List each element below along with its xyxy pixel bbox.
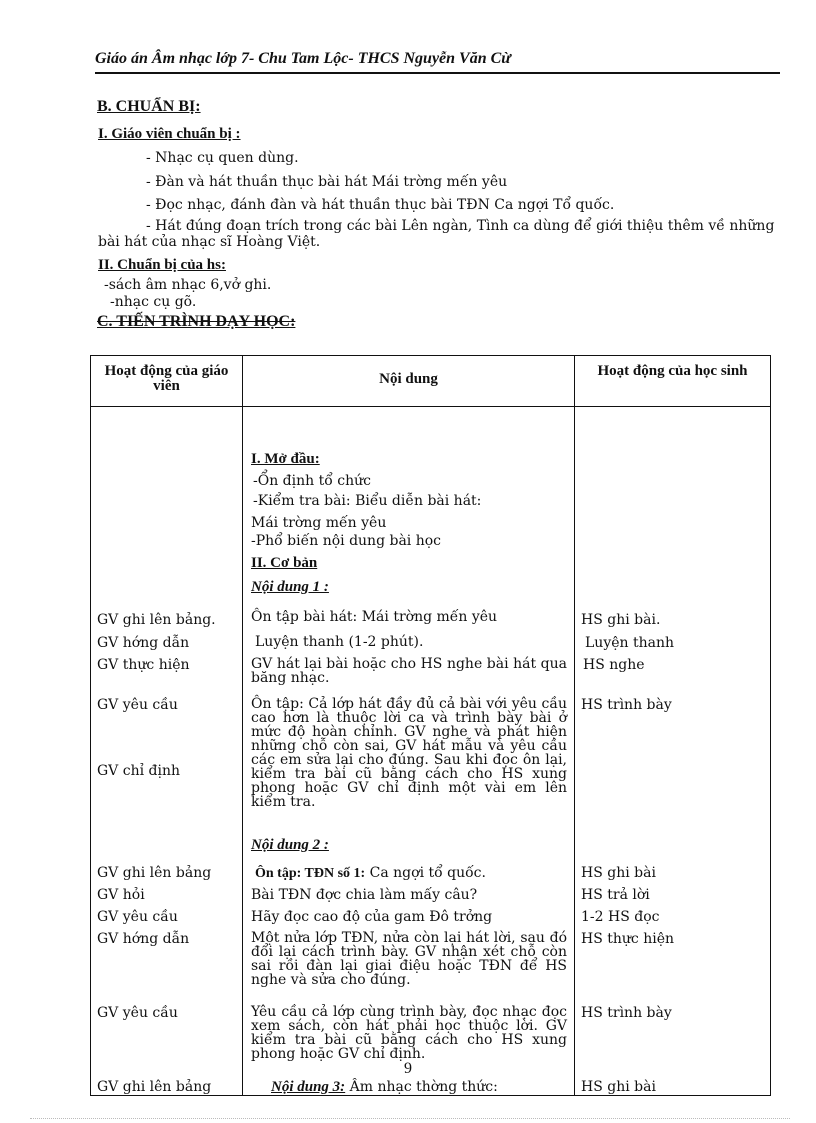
teacher-item: - Đọc nhạc, đánh đàn và hát thuần thục bài TĐN Ca ngợi Tổ quốc.: [146, 197, 615, 213]
gv-cell: GV ghi lên bảng.: [97, 612, 216, 628]
hs-cell: Luyện thanh: [585, 635, 674, 651]
hs-cell: HS ghi bài: [581, 865, 656, 881]
hs-cell: HS nghe: [583, 657, 645, 673]
mo-dau-heading: I. Mở đầu:: [251, 451, 320, 467]
lesson-table: [90, 355, 771, 1096]
content-column: [243, 407, 575, 1096]
teacher-item: - Nhạc cụ quen dùng.: [146, 150, 299, 166]
page-number: 9: [404, 1060, 412, 1077]
gv-cell: GV ghi lên bảng: [97, 1079, 212, 1095]
content-line: Ôn tập: TĐN số 1: Ca ngợi tổ quốc.: [255, 865, 486, 881]
gv-cell: GV thực hiện: [97, 657, 190, 673]
page-header: Giáo án Âm nhạc lớp 7- Chu Tam Lộc- THCS Nguyễn Văn Cừ: [95, 50, 511, 67]
hs-cell: HS ghi bài.: [581, 612, 661, 628]
header-teacher: Hoạt động của giáo viên: [91, 356, 243, 407]
table-body-row: [91, 407, 771, 1096]
section-b-title: B. CHUẨN BỊ:: [97, 98, 201, 115]
content-paragraph: Yêu cầu cả lớp cùng trình bày, đọc nhạc đọc xem sách, còn hát phải học thuộc lời. GV kiểm tra bài cũ bằng cách cho HS xung phong hoặc GV chỉ định.: [251, 1004, 567, 1062]
content-line: Luyện thanh (1-2 phút).: [255, 634, 424, 650]
gv-cell: GV yêu cầu: [97, 697, 178, 713]
hs-cell: HS trình bày: [581, 1005, 672, 1021]
student-item: -sách âm nhạc 6,vở ghi.: [104, 277, 272, 293]
teacher-item: - Đàn và hát thuần thục bài hát Mái trờng mến yêu: [146, 174, 508, 190]
content-line: -Kiểm tra bài: Biểu diễn bài hát:: [253, 493, 482, 509]
teacher-item: - Hát đúng đoạn trích trong các bài Lên ngàn, Tình ca dùng để giới thiệu thêm về những bài hát của nhạc sĩ Hoàng Việt.: [98, 218, 775, 250]
content-line: Bài TĐN đợc chia làm mấy câu?: [251, 887, 478, 903]
noi-dung-2-heading: Nội dung 2 :: [251, 837, 329, 853]
gv-cell: GV hớng dẫn: [97, 931, 190, 947]
gv-cell: GV yêu cầu: [97, 1005, 178, 1021]
header-content: Nội dung: [243, 356, 575, 407]
gv-cell: GV yêu cầu: [97, 909, 178, 925]
content-line: -Ổn định tổ chức: [253, 473, 371, 489]
noi-dung-1-heading: Nội dung 1 :: [251, 579, 329, 595]
hs-cell: HS trả lời: [581, 887, 650, 903]
content-line: Mái trờng mến yêu: [251, 515, 387, 531]
footer-divider: [30, 1118, 790, 1119]
hs-cell: HS trình bày: [581, 697, 672, 713]
hs-cell: HS ghi bài: [581, 1079, 656, 1095]
student-column: [575, 407, 771, 1096]
content-line: Hãy đọc cao độ của gam Đô trởng: [251, 909, 493, 925]
co-ban-heading: II. Cơ bản: [251, 555, 318, 571]
content-line: Nội dung 3: Âm nhạc thờng thức:: [271, 1079, 498, 1095]
content-paragraph: GV hát lại bài hoặc cho HS nghe bài hát qua băng nhạc.: [251, 656, 567, 686]
gv-cell: GV chỉ định: [97, 763, 181, 779]
gv-cell: GV ghi lên bảng: [97, 865, 212, 881]
gv-cell: GV hớng dẫn: [97, 635, 190, 651]
content-line: -Phổ biến nội dung bài học: [251, 533, 442, 549]
hs-cell: 1-2 HS đọc: [581, 909, 660, 925]
content-line: Ôn tập bài hát: Mái trờng mến yêu: [251, 609, 498, 625]
header-student: Hoạt động của học sinh: [575, 356, 771, 407]
section-c-title: C. TIẾN TRÌNH DẠY HỌC:: [97, 313, 296, 330]
teacher-prep-title: I. Giáo viên chuẩn bị :: [98, 126, 241, 142]
hs-cell: HS thực hiện: [581, 931, 674, 947]
content-paragraph: Một nửa lớp TĐN, nửa còn lại hát lời, sau đó đổi lại cách trình bày. GV nhận xét chỗ còn sai rồi đàn lại giai điệu hoặc TĐN để HS nghe và sửa cho đúng.: [251, 930, 567, 988]
header-rule: [95, 72, 780, 74]
student-item: -nhạc cụ gõ.: [110, 294, 197, 310]
teacher-column: [91, 407, 243, 1096]
table-header-row: [91, 356, 771, 407]
gv-cell: GV hỏi: [97, 887, 145, 903]
student-prep-title: II. Chuẩn bị của hs:: [98, 257, 226, 273]
content-paragraph: Ôn tập: Cả lớp hát đầy đủ cả bài với yêu cầu cao hơn là thuộc lời ca và trình bày bài ở mức độ hoàn chỉnh. GV nghe và phát hiện những chỗ còn sai, GV hát mẫu và yêu cầu các em sửa lại cho đúng. Sau khi đọc ôn lại, kiểm tra bài cũ bằng cách cho HS xung phong hoặc GV chỉ định một vài em lên kiểm tra.: [251, 696, 567, 810]
